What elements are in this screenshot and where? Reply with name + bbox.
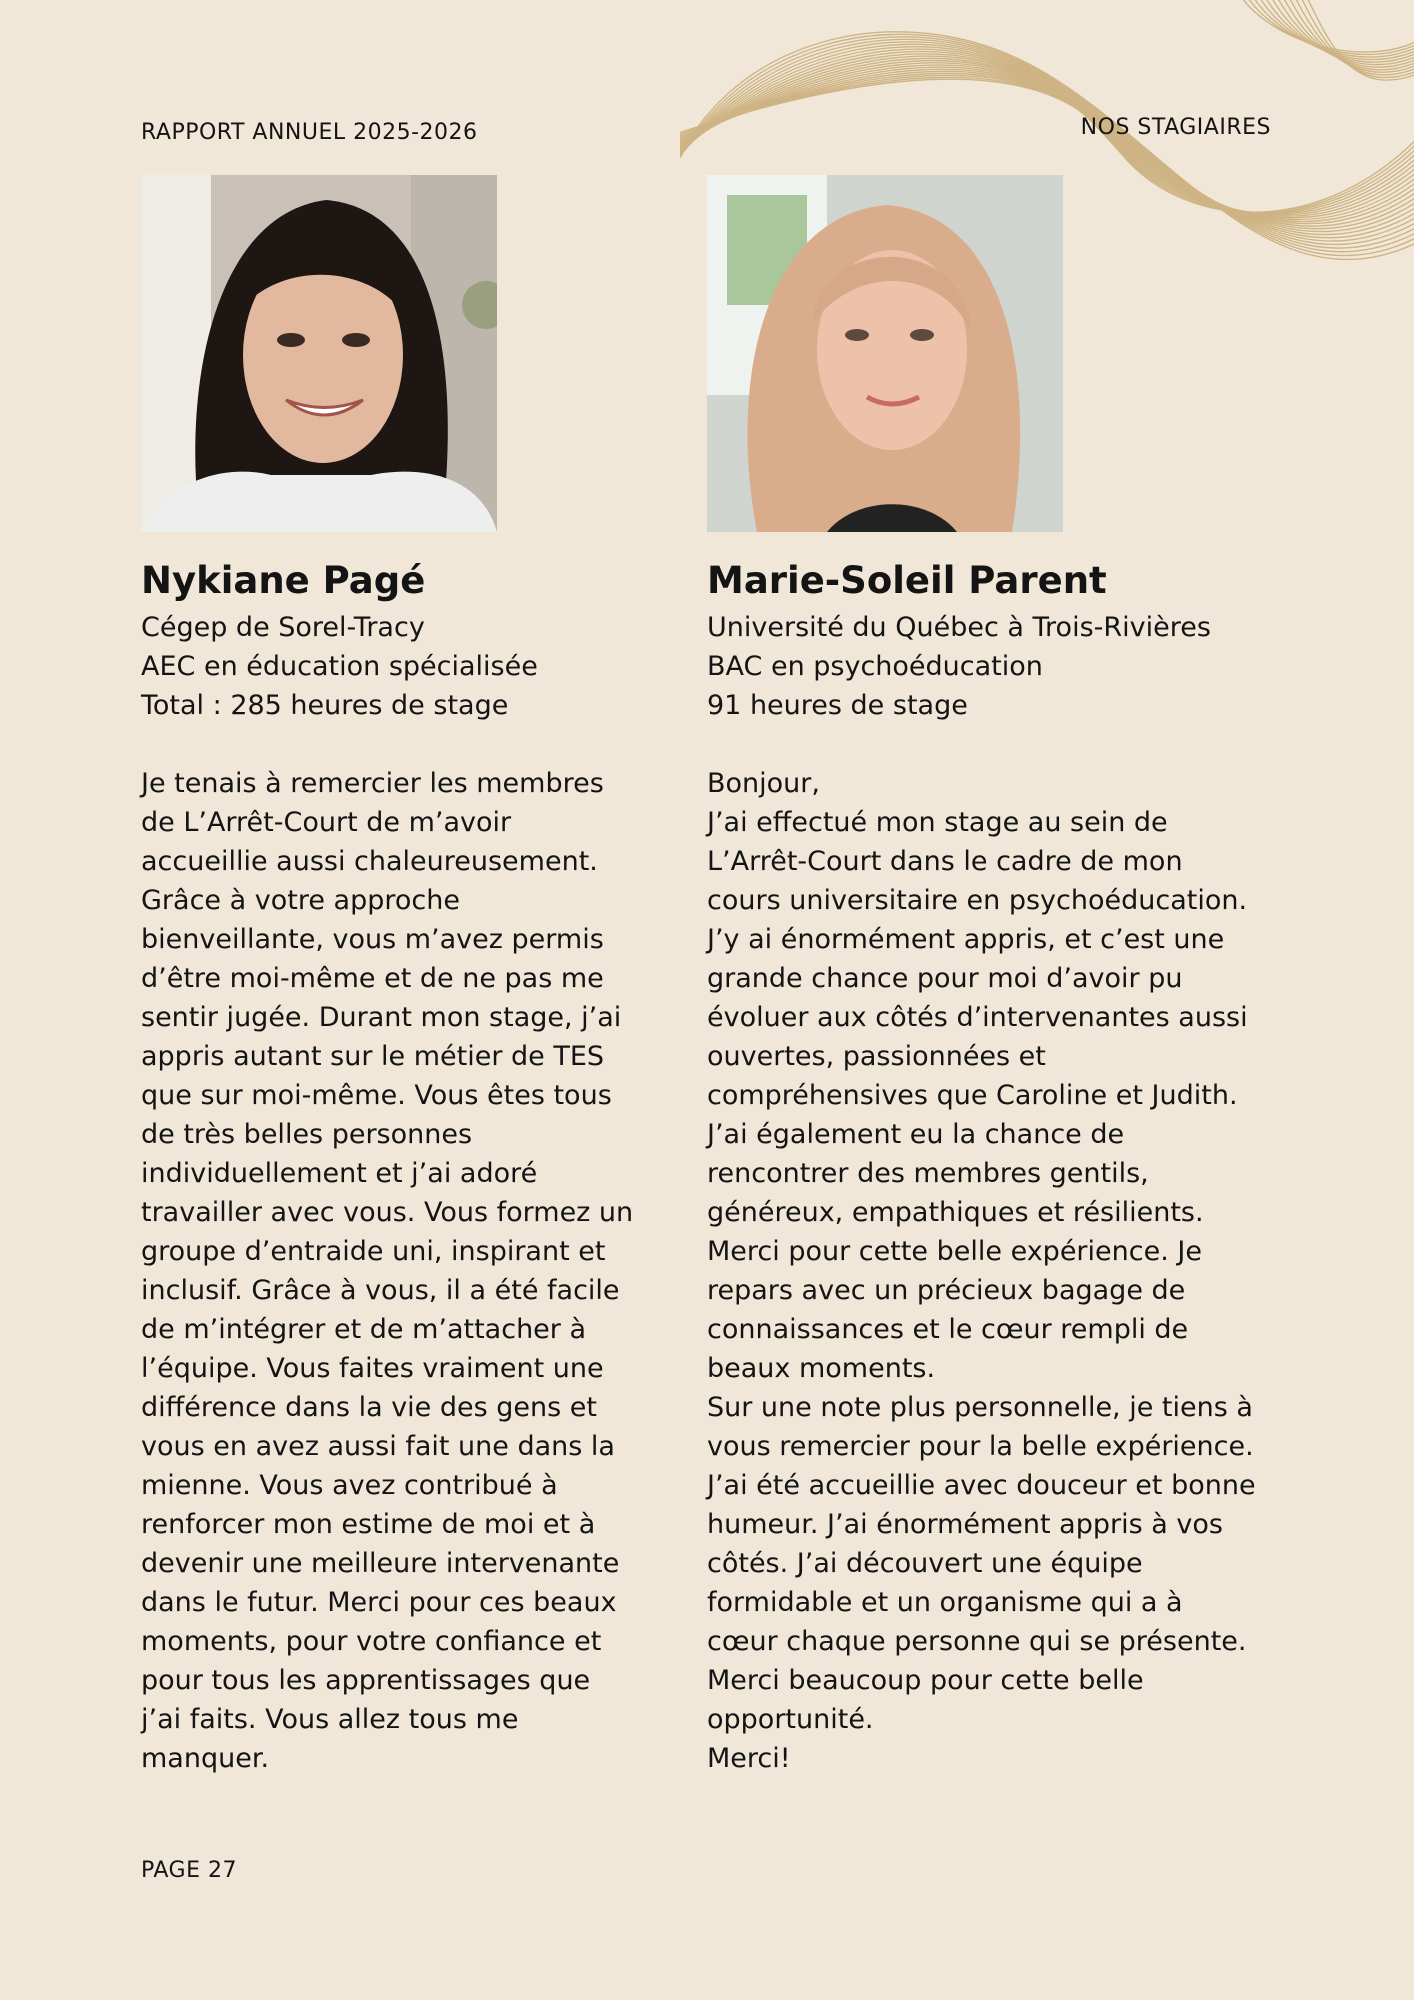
testimonial-line: Merci pour cette belle expérience. Je bbox=[707, 1236, 1202, 1268]
testimonial-line: Sur une note plus personnelle, je tiens à bbox=[707, 1392, 1253, 1424]
testimonial-line: travailler avec vous. Vous formez un bbox=[141, 1197, 634, 1229]
section-title: NOS STAGIAIRES bbox=[1080, 115, 1271, 140]
testimonial-line: cours universitaire en psychoéducation. bbox=[707, 885, 1248, 917]
report-title: RAPPORT ANNUEL 2025-2026 bbox=[141, 120, 478, 145]
testimonial-line: bienveillante, vous m’avez permis bbox=[141, 924, 604, 956]
testimonial-line: d’être moi-même et de ne pas me bbox=[141, 963, 604, 995]
testimonial-text bbox=[707, 764, 1287, 1778]
testimonial-line: individuellement et j’ai adoré bbox=[141, 1158, 538, 1190]
testimonial-line: J’ai été accueillie avec douceur et bonne bbox=[707, 1470, 1256, 1502]
testimonial-line: L’Arrêt-Court dans le cadre de mon bbox=[707, 846, 1183, 878]
intern-hours: 91 heures de stage bbox=[707, 690, 968, 722]
testimonial-line: vous remercier pour la belle expérience. bbox=[707, 1431, 1254, 1463]
testimonial-line: inclusif. Grâce à vous, il a été facile bbox=[141, 1275, 620, 1307]
testimonial-line: beaux moments. bbox=[707, 1353, 936, 1385]
testimonial-line: repars avec un précieux bagage de bbox=[707, 1275, 1186, 1307]
testimonial-line: formidable et un organisme qui a à bbox=[707, 1587, 1183, 1619]
testimonial-line: Merci beaucoup pour cette belle bbox=[707, 1665, 1144, 1697]
testimonial-line: compréhensives que Caroline et Judith. bbox=[707, 1080, 1238, 1112]
intern-institution: Université du Québec à Trois-Rivières bbox=[707, 612, 1211, 644]
testimonial-line: généreux, empathiques et résilients. bbox=[707, 1197, 1204, 1229]
testimonial-line: J’ai effectué mon stage au sein de bbox=[707, 807, 1168, 839]
testimonial-line: appris autant sur le métier de TES bbox=[141, 1041, 605, 1073]
testimonial-line: Bonjour, bbox=[707, 768, 820, 800]
testimonial-line: groupe d’entraide uni, inspirant et bbox=[141, 1236, 606, 1268]
testimonial-line: devenir une meilleure intervenante bbox=[141, 1548, 620, 1580]
testimonial-line: moments, pour votre confiance et bbox=[141, 1626, 602, 1658]
testimonial-line: côtés. J’ai découvert une équipe bbox=[707, 1548, 1143, 1580]
testimonial-line: de très belles personnes bbox=[141, 1119, 473, 1151]
intern-program: AEC en éducation spécialisée bbox=[141, 651, 538, 683]
testimonial-line: humeur. J’ai énormément appris à vos bbox=[707, 1509, 1223, 1541]
testimonial-line: évoluer aux côtés d’intervenantes aussi bbox=[707, 1002, 1248, 1034]
testimonial-line: j’ai faits. Vous allez tous me bbox=[141, 1704, 519, 1736]
intern-name: Nykiane Pagé bbox=[141, 559, 426, 602]
testimonial-line: grande chance pour moi d’avoir pu bbox=[707, 963, 1183, 995]
testimonial-line: de L’Arrêt-Court de m’avoir bbox=[141, 807, 512, 839]
testimonial-line: pour tous les apprentissages que bbox=[141, 1665, 591, 1697]
intern-hours: Total : 285 heures de stage bbox=[141, 690, 509, 722]
page-number: PAGE 27 bbox=[141, 1858, 237, 1883]
testimonial-line: manquer. bbox=[141, 1743, 270, 1775]
testimonial-line: Je tenais à remercier les membres bbox=[141, 768, 604, 800]
testimonial-line: Grâce à votre approche bbox=[141, 885, 460, 917]
testimonial-line: renforcer mon estime de moi et à bbox=[141, 1509, 596, 1541]
testimonial-line: que sur moi-même. Vous êtes tous bbox=[141, 1080, 612, 1112]
intern-name: Marie-Soleil Parent bbox=[707, 559, 1107, 602]
testimonial-line: J’y ai énormément appris, et c’est une bbox=[707, 924, 1225, 956]
testimonial-line: accueillie aussi chaleureusement. bbox=[141, 846, 598, 878]
intern-program: BAC en psychoéducation bbox=[707, 651, 1043, 683]
intern-card-nykiane bbox=[141, 175, 661, 1778]
testimonial-line: l’équipe. Vous faites vraiment une bbox=[141, 1353, 604, 1385]
testimonial-line: J’ai également eu la chance de bbox=[707, 1119, 1125, 1151]
intern-photo bbox=[707, 175, 1063, 532]
testimonial-line: dans le futur. Merci pour ces beaux bbox=[141, 1587, 617, 1619]
testimonial-line: ouvertes, passionnées et bbox=[707, 1041, 1046, 1073]
testimonial-line: de m’intégrer et de m’attacher à bbox=[141, 1314, 587, 1346]
testimonial-line: différence dans la vie des gens et bbox=[141, 1392, 597, 1424]
intern-card-marie-soleil bbox=[707, 175, 1287, 1778]
testimonial-line: vous en avez aussi fait une dans la bbox=[141, 1431, 615, 1463]
intern-photo bbox=[141, 175, 497, 532]
intern-institution: Cégep de Sorel-Tracy bbox=[141, 612, 425, 644]
testimonial-line: mienne. Vous avez contribué à bbox=[141, 1470, 558, 1502]
testimonial-line: connaissances et le cœur rempli de bbox=[707, 1314, 1189, 1346]
testimonial-text bbox=[141, 764, 661, 1778]
testimonial-line: cœur chaque personne qui se présente. bbox=[707, 1626, 1247, 1658]
testimonial-line: Merci! bbox=[707, 1743, 791, 1775]
testimonial-line: opportunité. bbox=[707, 1704, 874, 1736]
testimonial-line: sentir jugée. Durant mon stage, j’ai bbox=[141, 1002, 622, 1034]
testimonial-line: rencontrer des membres gentils, bbox=[707, 1158, 1149, 1190]
